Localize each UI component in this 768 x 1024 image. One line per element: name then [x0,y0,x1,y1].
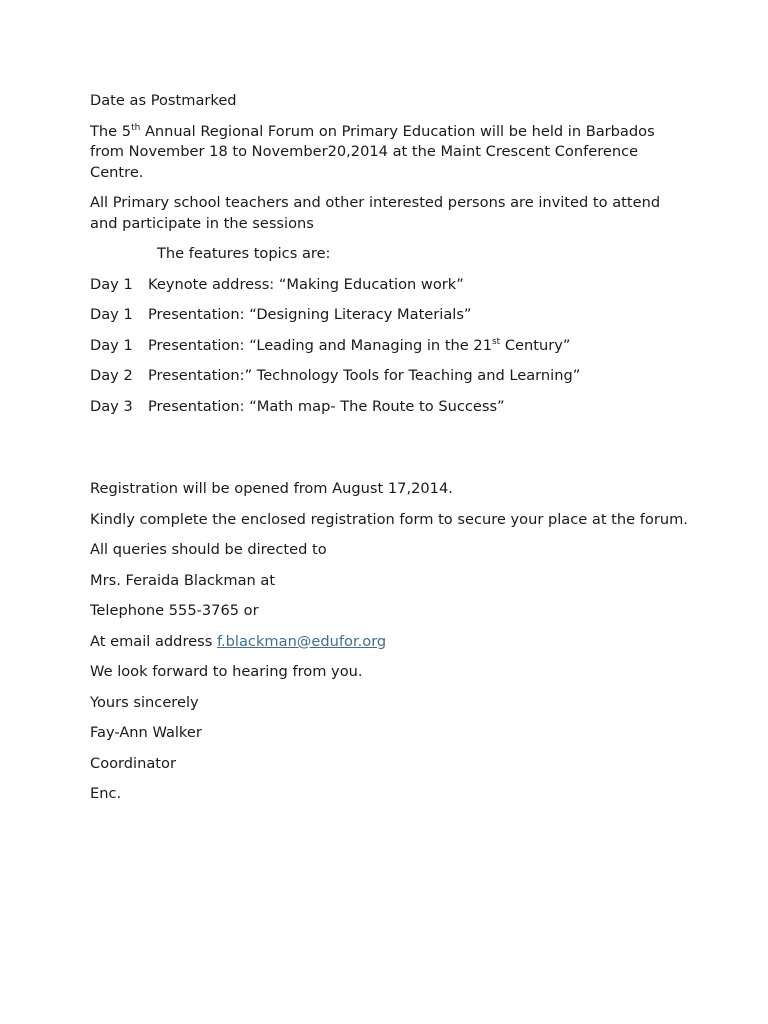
signer-name: Fay-Ann Walker [90,724,202,741]
email-label: At email address [90,632,217,650]
intro-pre: The 5 [90,122,132,140]
agenda-day: Day 2 [90,367,133,384]
agenda-item [90,397,690,418]
agenda-item [90,305,690,326]
agenda-item [90,275,690,296]
date-line: Date as Postmarked [90,92,237,109]
agenda-day: Day 1 [90,306,133,323]
contact-name: Mrs. Feraida Blackman at [90,571,276,589]
agenda-item [90,366,690,387]
enclosure-note: Enc. [90,785,122,802]
agenda-text: Presentation:” Technology Tools for Teaching and Learning” [148,367,581,384]
agenda-text: Keynote address: “Making Education work” [148,275,464,293]
agenda-text: Presentation: “Leading and Managing in the 21 [148,336,492,354]
agenda-ordinal: st [491,336,501,347]
registration-paragraph: Registration will be opened from August 17,2014. [90,480,453,497]
agenda-text-after: Century” [500,336,571,354]
signer-title: Coordinator [90,754,176,772]
spacer [90,427,690,479]
email-line [90,632,690,653]
intro-ordinal: th [131,122,141,133]
agenda-item [90,336,690,357]
invite-paragraph: All Primary school teachers and other interested persons are invited to attend and participate in the sessions [90,194,661,232]
agenda-list [90,275,690,418]
queries-line: All queries should be directed to [90,541,327,558]
intro-paragraph [90,122,690,184]
closing-note: We look forward to hearing from you. [90,663,363,680]
agenda-day: Day 3 [90,397,133,415]
topics-heading: The features topics are: [157,245,331,262]
agenda-day: Day 1 [90,275,133,293]
agenda-text: Presentation: “Math map- The Route to Success” [148,397,505,415]
agenda-day: Day 1 [90,336,133,354]
sign-off: Yours sincerely [90,693,199,711]
email-link[interactable]: f.blackman@edufor.org [216,632,387,650]
agenda-text: Presentation: “Designing Literacy Materials” [148,306,472,323]
telephone-line: Telephone 555-3765 or [90,602,259,619]
kindly-paragraph: Kindly complete the enclosed registration form to secure your place at the forum. [90,510,688,528]
letter-body [90,91,690,815]
intro-post: Annual Regional Forum on Primary Education will be held in Barbados from November 18 to November20,2014 at the Maint Crescent Conference Centre. [90,122,655,181]
